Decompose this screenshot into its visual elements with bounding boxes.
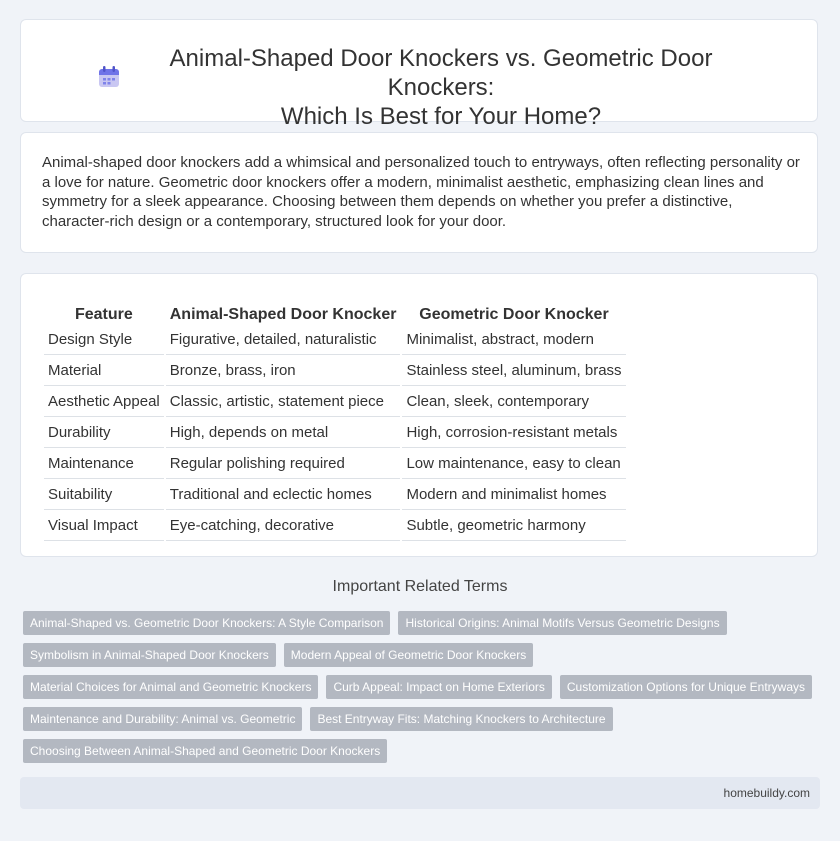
- table-row: [44, 448, 626, 479]
- table-row: [44, 324, 626, 355]
- related-term-tag[interactable]: Animal-Shaped vs. Geometric Door Knockers: A Style Comparison: [23, 611, 390, 635]
- page-title-line-2: Which Is Best for Your Home?: [280, 103, 602, 130]
- page-title-line-1: Animal-Shaped Door Knockers vs. Geometric Door Knockers:: [169, 45, 713, 101]
- row-geometric: High, corrosion-resistant metals: [402, 417, 625, 448]
- table-row: [44, 510, 626, 541]
- row-feature: Maintenance: [44, 448, 164, 479]
- related-term-tag[interactable]: Material Choices for Animal and Geometric Knockers: [23, 675, 318, 699]
- tag-row: [23, 739, 823, 763]
- row-animal: Traditional and eclectic homes: [166, 479, 401, 510]
- tag-row: [23, 675, 823, 699]
- row-geometric: Subtle, geometric harmony: [402, 510, 625, 541]
- page-title: [121, 44, 761, 131]
- tag-row: [23, 707, 823, 731]
- table-row: [44, 355, 626, 386]
- intro-card: [20, 132, 818, 253]
- intro-paragraph: Animal-shaped door knockers add a whimsical and personalized touch to entryways, often reflecting personality or a love for nature. Geometric door knockers offer a modern, minimalist aesthetic, emphasizing clean lines and symmetry for a sleek appearance. Choosing between them depends on whether you prefer a distinctive, character-rich design or a contemporary, structured look for your door.: [42, 154, 800, 230]
- row-animal: Figurative, detailed, naturalistic: [166, 324, 401, 355]
- row-geometric: Minimalist, abstract, modern: [402, 324, 625, 355]
- tag-row: [23, 643, 823, 667]
- header-feature: Feature: [74, 306, 133, 323]
- row-animal: Regular polishing required: [166, 448, 401, 479]
- row-animal: Classic, artistic, statement piece: [166, 386, 401, 417]
- table-row: [44, 479, 626, 510]
- row-feature: Durability: [44, 417, 164, 448]
- header-geometric: Geometric Door Knocker: [419, 306, 609, 323]
- related-term-tag[interactable]: Symbolism in Animal-Shaped Door Knockers: [23, 643, 276, 667]
- title-wrap: [21, 20, 817, 130]
- table-header-row: [44, 294, 626, 324]
- comparison-table: [42, 294, 628, 541]
- site-link[interactable]: homebuildy.com: [723, 786, 810, 800]
- row-feature: Material: [44, 355, 164, 386]
- row-geometric: Clean, sleek, contemporary: [402, 386, 625, 417]
- row-feature: Suitability: [44, 479, 164, 510]
- related-terms-heading: Important Related Terms: [332, 578, 508, 595]
- related-term-tag[interactable]: Customization Options for Unique Entryways: [560, 675, 812, 699]
- row-feature: Design Style: [44, 324, 164, 355]
- row-feature: Aesthetic Appeal: [44, 386, 164, 417]
- table-row: [44, 417, 626, 448]
- title-card: [20, 19, 818, 130]
- row-animal: Bronze, brass, iron: [166, 355, 401, 386]
- related-term-tag[interactable]: Best Entryway Fits: Matching Knockers to Architecture: [310, 707, 612, 731]
- header-animal: Animal-Shaped Door Knocker: [169, 306, 397, 323]
- comparison-card: [20, 273, 818, 557]
- related-term-tag[interactable]: Choosing Between Animal-Shaped and Geometric Door Knockers: [23, 739, 387, 763]
- related-terms-list: [23, 611, 823, 771]
- row-geometric: Stainless steel, aluminum, brass: [402, 355, 625, 386]
- row-geometric: Modern and minimalist homes: [402, 479, 625, 510]
- related-term-tag[interactable]: Modern Appeal of Geometric Door Knockers: [284, 643, 533, 667]
- row-animal: Eye-catching, decorative: [166, 510, 401, 541]
- related-term-tag[interactable]: Maintenance and Durability: Animal vs. Geometric: [23, 707, 302, 731]
- footer: [20, 777, 820, 809]
- row-feature: Visual Impact: [44, 510, 164, 541]
- table-row: [44, 386, 626, 417]
- related-term-tag[interactable]: Curb Appeal: Impact on Home Exteriors: [326, 675, 551, 699]
- calendar-icon: [96, 64, 122, 90]
- row-geometric: Low maintenance, easy to clean: [402, 448, 625, 479]
- row-animal: High, depends on metal: [166, 417, 401, 448]
- tag-row: [23, 611, 823, 635]
- related-term-tag[interactable]: Historical Origins: Animal Motifs Versus Geometric Designs: [398, 611, 726, 635]
